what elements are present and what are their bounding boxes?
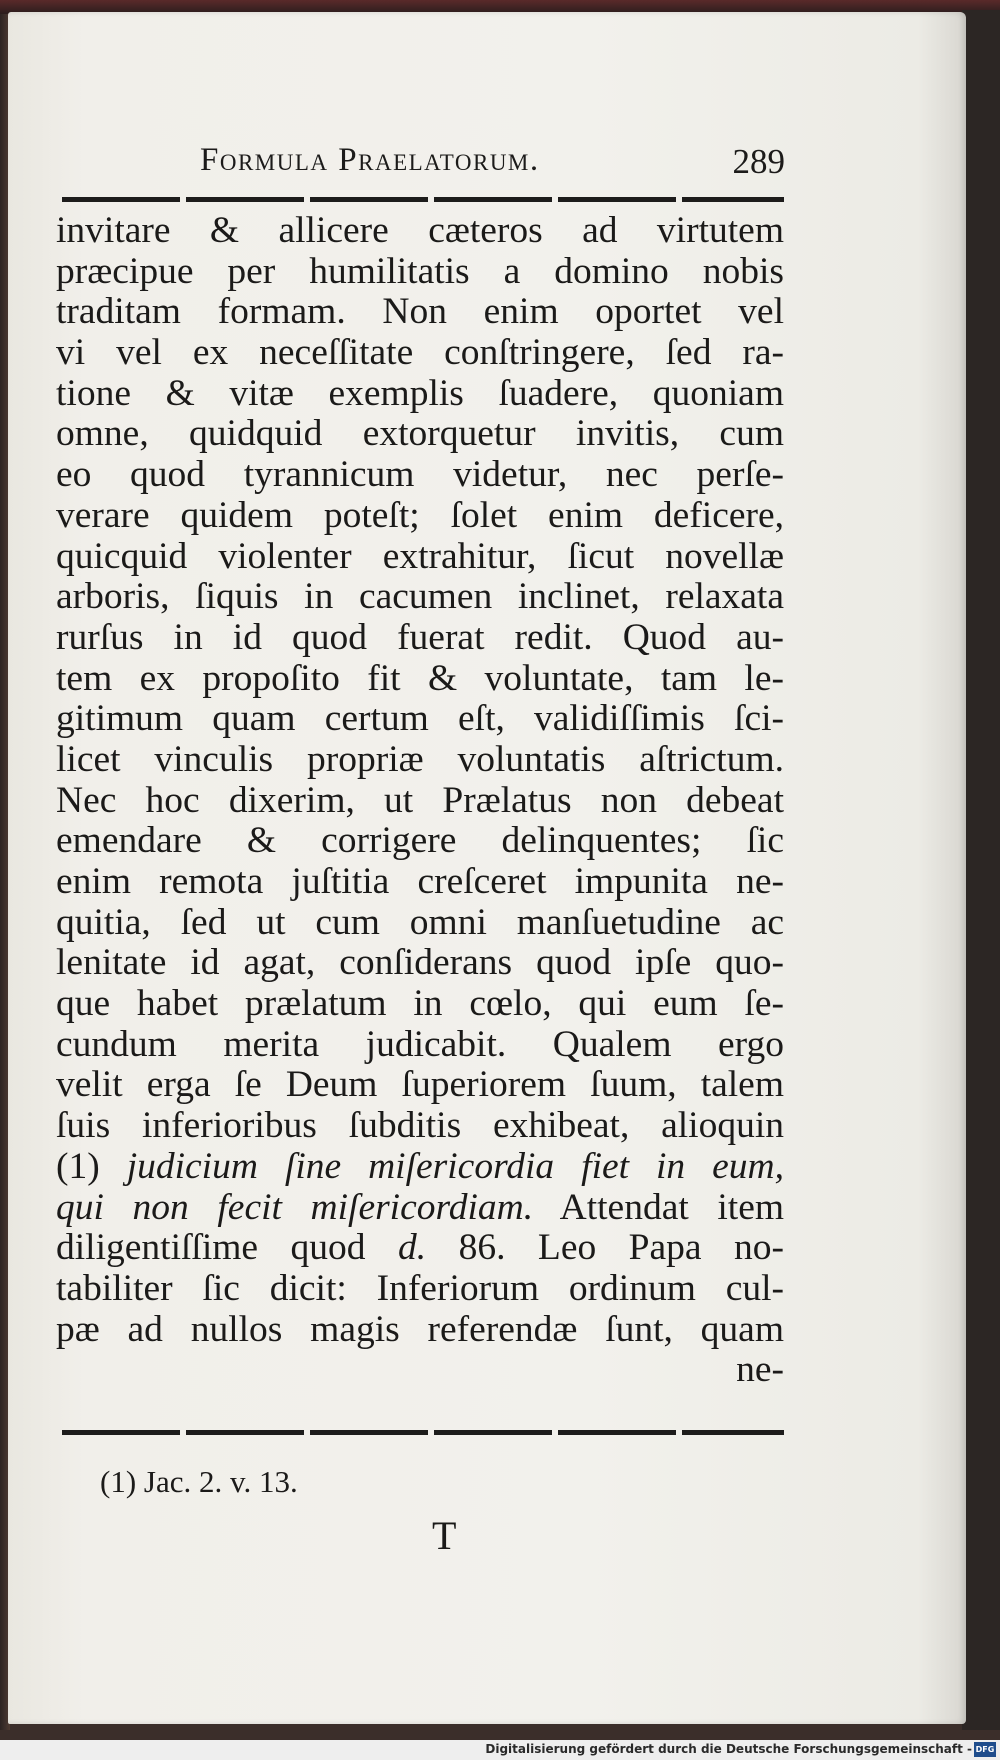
text-line: rurſus in id quod fuerat redit. Quod au- xyxy=(56,617,784,658)
text-line: tem ex propoſito fit & voluntate, tam le- xyxy=(56,658,784,699)
text-line: enim remota juſtitia creſceret impunita ne- xyxy=(56,862,784,902)
text-segment: 86. Leo Papa no- xyxy=(458,1228,784,1269)
footnote-marker: (1) xyxy=(56,1146,100,1187)
text-line: quitia, ſed ut cum omni manſuetudine ac xyxy=(56,902,784,943)
italic-quotation: qui non fecit miſericordiam. xyxy=(56,1187,534,1228)
text-line: velit erga ſe Deum ſuperiorem ſuum, talem xyxy=(56,1065,784,1106)
credit-bar xyxy=(0,1740,1000,1760)
text-line: eo quod tyrannicum videtur, nec perſe- xyxy=(56,455,784,496)
running-title: Formula Praelatorum. xyxy=(200,142,540,178)
header-rule xyxy=(62,197,784,202)
text-line: gitimum quam certum eſt, validiſſimis ſci- xyxy=(56,699,784,740)
text-line: Nec hoc dixerim, ut Prælatus non debeat xyxy=(56,780,784,821)
footnote-rule xyxy=(62,1430,784,1435)
text-line: que habet prælatum in cœlo, qui eum ſe- xyxy=(56,984,784,1025)
italic-quotation: judicium ſine miſericordia fiet in eum, xyxy=(126,1146,784,1187)
text-line: verare quidem poteſt; ſolet enim deficere, xyxy=(56,495,784,536)
text-line: emendare & corrigere delinquentes; ſic xyxy=(56,821,784,862)
text-line: præcipue per humilitatis a domino nobis xyxy=(56,251,784,292)
book-right-edge xyxy=(962,10,1000,1730)
text-line-footnote-ref xyxy=(56,1147,784,1188)
page-header xyxy=(200,142,785,188)
text-line: tione & vitæ exemplis ſuadere, quoniam xyxy=(56,373,784,414)
dfg-logo-icon: DFG xyxy=(974,1742,996,1757)
credit-text: Digitalisierung gefördert durch die Deutsche Forschungsgemeinschaft - xyxy=(485,1742,972,1756)
text-segment: Attendat item xyxy=(559,1187,784,1228)
text-line: pæ ad nullos magis referendæ ſunt, quam xyxy=(56,1309,784,1350)
footnote: (1) Jac. 2. v. 13. xyxy=(100,1464,298,1499)
text-line: tabiliter ſic dicit: Inferiorum ordinum cul- xyxy=(56,1268,784,1309)
page-number: 289 xyxy=(732,142,785,181)
body-text xyxy=(56,211,784,1391)
text-line: licet vinculis propriæ voluntatis aſtrictum. xyxy=(56,739,784,780)
text-line: invitare & allicere cæteros ad virtutem xyxy=(56,211,784,251)
catchword: ne- xyxy=(736,1350,784,1391)
signature-mark: T xyxy=(432,1513,457,1558)
text-line: vi vel ex neceſſitate conſtringere, ſed ra- xyxy=(56,333,784,374)
text-line xyxy=(56,1188,784,1229)
text-line: omne, quidquid extorquetur invitis, cum xyxy=(56,414,784,455)
text-segment: diligentiſſime quod xyxy=(56,1228,366,1269)
text-line xyxy=(56,1228,784,1269)
text-line: quicquid violenter extrahitur, ſicut novellæ xyxy=(56,536,784,577)
text-line: lenitate id agat, conſiderans quod ipſe quo- xyxy=(56,943,784,984)
text-line: ſuis inferioribus ſubditis exhibeat, alioquin xyxy=(56,1106,784,1147)
text-line: cundum merita judicabit. Qualem ergo xyxy=(56,1024,784,1065)
text-line: arboris, ſiquis in cacumen inclinet, relaxata xyxy=(56,577,784,618)
text-line: traditam formam. Non enim oportet vel xyxy=(56,292,784,333)
italic-abbreviation: d. xyxy=(397,1228,427,1269)
